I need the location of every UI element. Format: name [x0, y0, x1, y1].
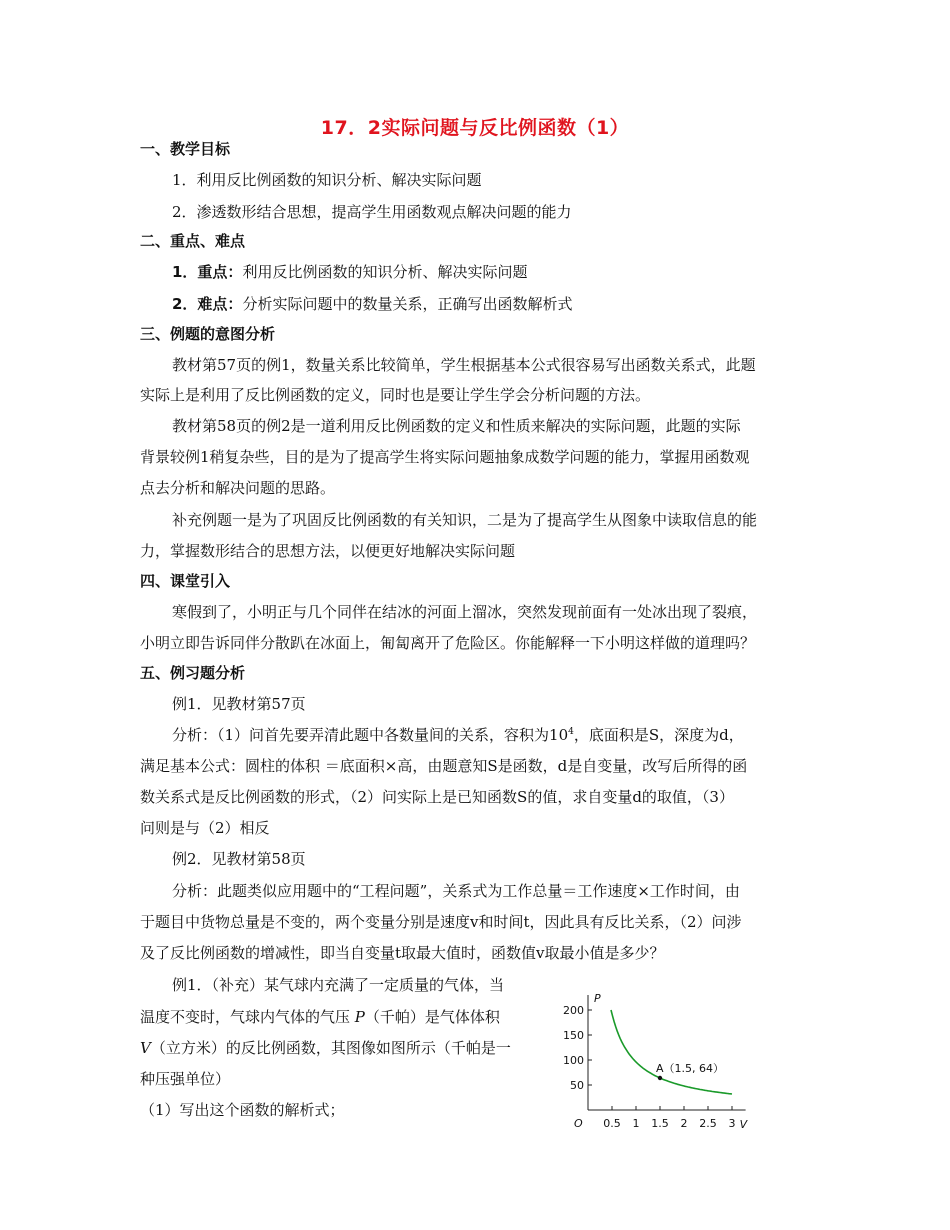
curve	[611, 1010, 732, 1094]
analysis-line: 数关系式是反比例函数的形式，（2）问实际上是已知函数S的值，求自变量d的取值，（3）	[140, 788, 734, 806]
y-tick-label: 200	[563, 1004, 584, 1017]
section-heading-example-intent: 三、例题的意图分析	[140, 325, 276, 343]
analysis-line: 满足基本公式：圆柱的体积 ＝底面积×高，由题意知S是函数，d是自变量，改写后所得的函	[140, 757, 748, 775]
point-annotation	[656, 1062, 724, 1080]
paragraph-line: 实际上是利用了反比例函数的定义，同时也是要让学生学会分析问题的方法。	[140, 386, 651, 404]
x-tick-label: 1	[632, 1117, 640, 1130]
paragraph-line: 小明立即告诉同伴分散趴在冰面上，匍匐离开了危险区。你能解释一下小明这样做的道理吗？	[140, 634, 756, 652]
inverse-function-graph	[558, 982, 768, 1140]
paragraph-line: 力，掌握数形结合的思想方法，以便更好地解决实际问题	[140, 542, 516, 560]
section-heading-objectives: 一、教学目标	[140, 140, 231, 158]
series-line	[611, 1010, 732, 1094]
paragraph-line: 寒假到了，小明正与几个同伴在结冰的河面上溜冰，突然发现前面有一处冰出现了裂痕，	[172, 603, 758, 621]
example-heading: 例1．见教材第57页	[172, 695, 306, 713]
x-axis-label: V	[739, 1118, 748, 1131]
section-heading-exercises: 五、例习题分析	[140, 664, 246, 682]
key-point-line	[172, 261, 527, 282]
x-tick-label: 3	[728, 1117, 736, 1130]
problem-line	[140, 1037, 511, 1058]
analysis-line: 于题目中货物总量是不变的，两个变量分别是速度v和时间t，因此具有反比关系，（2）问涉	[140, 913, 742, 931]
y-axis-label: P	[594, 992, 601, 1005]
analysis-line: 及了反比例函数的增减性，即当自变量t取最大值时，函数值v取最小值是多少？	[140, 944, 665, 962]
x-tick-label: 2	[680, 1117, 688, 1130]
x-tick-label: 2.5	[699, 1117, 717, 1130]
problem-text: 温度不变时，气球内气体的气压	[140, 1008, 355, 1026]
problem-line: 种压强单位）	[140, 1070, 231, 1088]
difficulty-text: 分析实际问题中的数量关系，正确写出函数解析式	[242, 295, 573, 313]
problem-line: 例1．（补充）某气球内充满了一定质量的气体，当	[172, 976, 505, 994]
paragraph-line: 教材第58页的例2是一道利用反比例函数的定义和性质来解决的实际问题，此题的实际	[172, 417, 741, 435]
analysis-text: ，底面积是S，深度为d，	[573, 726, 744, 744]
point-a-label: A（1.5, 64）	[656, 1062, 725, 1075]
key-label: 1．重点：	[172, 263, 243, 281]
point-a-marker	[658, 1076, 662, 1080]
analysis-line: 问则是与（2）相反	[140, 819, 270, 837]
key-text: 利用反比例函数的知识分析、解决实际问题	[242, 263, 528, 281]
page-title: 17．2实际问题与反比例函数（1）	[320, 117, 630, 139]
paragraph-line: 背景较例1稍复杂些，目的是为了提高学生将实际问题抽象成数学问题的能力，掌握用函数观	[140, 448, 750, 466]
question-line: （1）写出这个函数的解析式；	[140, 1101, 345, 1119]
objective-item: 2．渗透数形结合思想，提高学生用函数观点解决问题的能力	[172, 203, 572, 221]
exponent: 4	[568, 727, 574, 737]
analysis-line	[172, 724, 744, 745]
difficulty-line	[172, 293, 572, 314]
analysis-line: 分析：此题类似应用题中的“工程问题”，关系式为工作总量＝工作速度×工作时间，由	[172, 882, 740, 900]
variable-p: P	[354, 1008, 365, 1026]
paragraph-line: 补充例题一是为了巩固反比例函数的有关知识，二是为了提高学生从图象中读取信息的能	[172, 511, 758, 529]
y-tick-label: 100	[563, 1054, 584, 1067]
section-heading-key-points: 二、重点、难点	[140, 232, 246, 250]
x-tick-label: 1.5	[651, 1117, 669, 1130]
problem-line	[140, 1006, 500, 1027]
y-tick-label: 50	[570, 1079, 584, 1092]
paragraph-line: 点去分析和解决问题的思路。	[140, 479, 336, 497]
origin-label: O	[574, 1117, 583, 1130]
problem-text: （立方米）的反比例函数，其图像如图所示（千帕是一	[150, 1039, 511, 1057]
problem-text: （千帕）是气体体积	[364, 1008, 500, 1026]
y-tick-label: 150	[563, 1029, 584, 1042]
section-heading-introduction: 四、课堂引入	[140, 572, 231, 590]
objective-item: 1．利用反比例函数的知识分析、解决实际问题	[172, 171, 482, 189]
paragraph-line: 教材第57页的例1，数量关系比较简单，学生根据基本公式很容易写出函数关系式，此题	[172, 356, 756, 374]
analysis-text: 分析：（1）问首先要弄清此题中各数量间的关系，容积为10	[172, 726, 569, 744]
difficulty-label: 2．难点：	[172, 295, 243, 313]
x-tick-label: 0.5	[603, 1117, 621, 1130]
example-heading: 例2．见教材第58页	[172, 850, 306, 868]
variable-v: V	[140, 1039, 151, 1057]
